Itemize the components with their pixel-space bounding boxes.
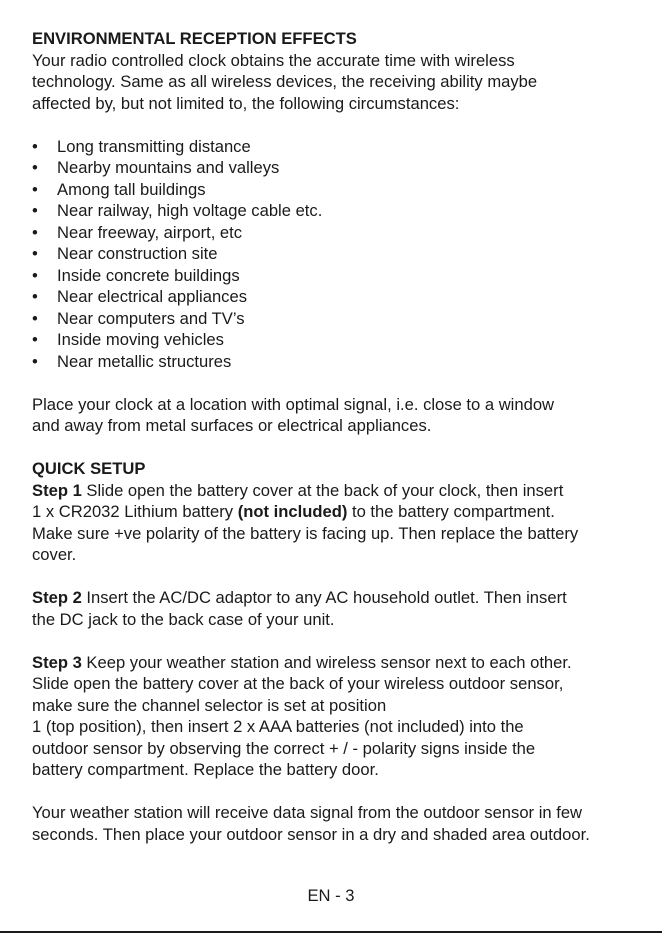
step-text: to the battery compartment. <box>347 502 555 521</box>
spacer <box>32 114 642 136</box>
env-intro <box>32 50 642 115</box>
step-3 <box>32 652 642 781</box>
list-item <box>32 179 642 201</box>
spacer <box>32 781 642 803</box>
list-item <box>32 329 642 351</box>
list-item <box>32 351 642 373</box>
bullet-icon: • <box>32 179 38 199</box>
section-heading-environmental: ENVIRONMENTAL RECEPTION EFFECTS <box>32 29 357 48</box>
paragraph-line: Make sure +ve polarity of the battery is facing up. Then replace the battery <box>32 523 579 543</box>
paragraph-line <box>32 587 642 609</box>
list-item-text: Long transmitting distance <box>57 136 251 156</box>
paragraph-line: cover. <box>32 545 77 564</box>
paragraph-line: Your radio controlled clock obtains the accurate time with wireless <box>32 50 515 70</box>
paragraph-line: Slide open the battery cover at the back of your wireless outdoor sensor, <box>32 674 564 693</box>
paragraph-line <box>32 501 642 523</box>
bullet-icon: • <box>32 330 38 349</box>
list-item-text: Nearby mountains and valleys <box>57 158 280 177</box>
list-item-text: Among tall buildings <box>57 179 206 199</box>
bullet-icon: • <box>32 351 38 371</box>
paragraph-line <box>32 480 642 502</box>
bullet-icon: • <box>32 222 38 242</box>
list-item-text: Near computers and TV’s <box>57 308 245 328</box>
list-item <box>32 136 642 158</box>
paragraph-line: make sure the channel selector is set at position <box>32 695 387 715</box>
spacer <box>32 566 642 588</box>
paragraph-line <box>32 652 642 674</box>
list-item <box>32 200 642 222</box>
step-label: Step 2 <box>32 588 82 607</box>
spacer <box>32 372 642 394</box>
bullet-icon: • <box>32 201 38 220</box>
bullet-icon: • <box>32 287 38 306</box>
paragraph-line: and away from metal surfaces or electrical appliances. <box>32 416 432 435</box>
list-item-text: Near railway, high voltage cable etc. <box>57 201 323 220</box>
manual-page <box>32 28 642 845</box>
paragraph-line: Place your clock at a location with optimal signal, i.e. close to a window <box>32 394 555 414</box>
bullet-icon: • <box>32 244 38 263</box>
list-item-text: Inside concrete buildings <box>57 265 240 285</box>
interference-list <box>32 136 642 373</box>
list-item <box>32 222 642 244</box>
step-1 <box>32 480 642 566</box>
closing-paragraph <box>32 802 642 845</box>
spacer <box>32 437 642 459</box>
emphasis-text: (not included) <box>237 502 348 521</box>
list-item-text: Near construction site <box>57 244 218 263</box>
step-label: Step 1 <box>32 480 82 500</box>
paragraph-line: battery compartment. Replace the battery door. <box>32 760 379 779</box>
list-item <box>32 308 642 330</box>
list-item <box>32 286 642 308</box>
bullet-icon: • <box>32 158 38 177</box>
step-2 <box>32 587 642 630</box>
list-item <box>32 265 642 287</box>
bullet-icon: • <box>32 265 38 285</box>
list-item-text: Near electrical appliances <box>57 287 248 306</box>
list-item-text: Near freeway, airport, etc <box>57 222 243 242</box>
bullet-icon: • <box>32 308 38 328</box>
paragraph-line: the DC jack to the back case of your unit. <box>32 609 335 629</box>
step-text: Slide open the battery cover at the back of your clock, then insert <box>81 480 564 500</box>
list-item-text: Near metallic structures <box>57 351 232 371</box>
paragraph-line: affected by, but not limited to, the following circumstances: <box>32 93 460 113</box>
spacer <box>32 630 642 652</box>
paragraph-line: seconds. Then place your outdoor sensor in a dry and shaded area outdoor. <box>32 824 590 844</box>
step-label: Step 3 <box>32 652 82 672</box>
paragraph-line: Your weather station will receive data signal from the outdoor sensor in few <box>32 803 583 822</box>
paragraph-line: technology. Same as all wireless devices, the receiving ability maybe <box>32 72 538 91</box>
list-item-text: Inside moving vehicles <box>57 330 224 349</box>
step-text: Insert the AC/DC adaptor to any AC household outlet. Then insert <box>81 588 567 607</box>
bullet-icon: • <box>32 136 38 156</box>
page-number: EN - 3 <box>307 886 355 905</box>
step-text: 1 x CR2032 Lithium battery <box>32 502 238 521</box>
paragraph-line: outdoor sensor by observing the correct + / - polarity signs inside the <box>32 738 536 758</box>
list-item <box>32 243 642 265</box>
section-heading-quick-setup: QUICK SETUP <box>32 459 146 478</box>
list-item <box>32 157 642 179</box>
placement-paragraph <box>32 394 642 437</box>
paragraph-line: 1 (top position), then insert 2 x AAA batteries (not included) into the <box>32 717 524 736</box>
step-text: Keep your weather station and wireless sensor next to each other. <box>81 652 572 672</box>
